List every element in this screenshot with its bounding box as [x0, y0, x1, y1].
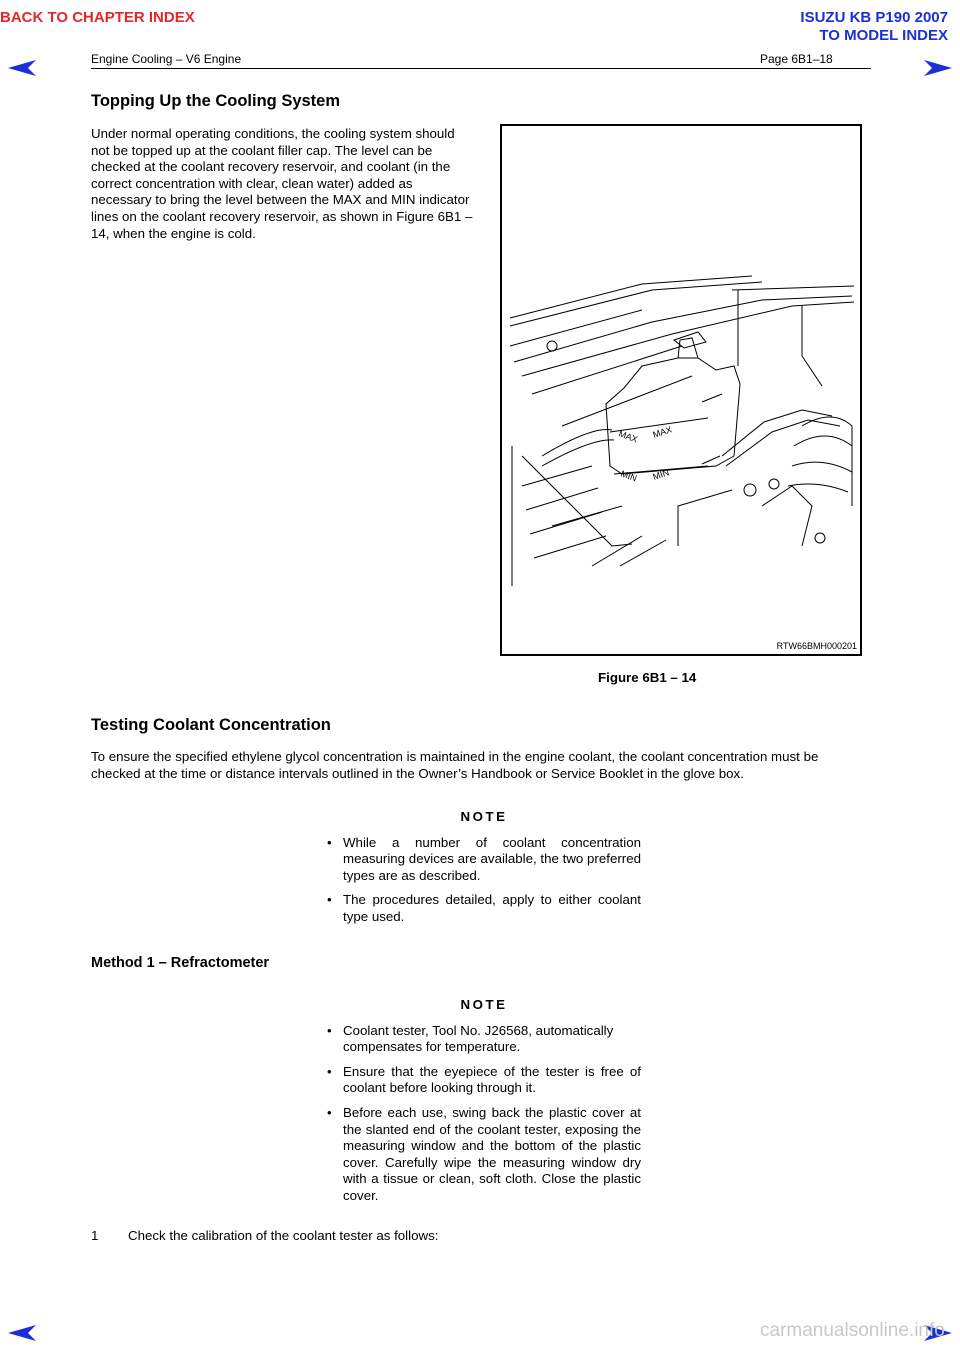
step-text: Check the calibration of the coolant tester as follows:	[128, 1228, 439, 1243]
header-page-number: Page 6B1–18	[760, 52, 833, 66]
note-item-text: The procedures detailed, apply to either coolant type used.	[343, 892, 641, 924]
note-item-text: Ensure that the eyepiece of the tester is free of coolant before looking through it.	[343, 1063, 641, 1096]
coolant-reservoir-illustration	[502, 126, 860, 654]
figure-label-max-2: MAX	[651, 424, 674, 440]
note-title: NOTE	[460, 997, 508, 1012]
bullet-icon: •	[327, 834, 332, 850]
figure-coolant-reservoir	[500, 124, 862, 656]
testing-concentration-paragraph: To ensure the specified ethylene glycol concentration is maintained in the engine coolant, the coolant concentration must be checked at the time or distance intervals outlined in the Owner’s Handbook or Service Booklet in the glove box.	[91, 749, 819, 781]
section-title-topping-up: Topping Up the Cooling System	[91, 92, 341, 110]
note-item	[327, 1064, 641, 1097]
figure-caption: Figure 6B1 – 14	[598, 670, 697, 685]
bullet-icon: •	[327, 1022, 332, 1038]
note-item	[327, 1023, 641, 1056]
topping-up-paragraph: Under normal operating conditions, the cooling system should not be topped up at the coolant filler cap. The level can be checked at the coolant recovery reservoir, and coolant (in the correct concentration with clear, clean water) added as necessary to bring the level between the MAX and MIN indicator lines on the coolant recovery reservoir, as shown in Figure 6B1 – 14, when the engine is cold.	[91, 126, 473, 241]
next-page-arrow-icon[interactable]	[924, 60, 952, 76]
model-link-line2[interactable]: TO MODEL INDEX	[819, 27, 948, 44]
model-link-line1[interactable]: ISUZU KB P190 2007	[800, 9, 948, 26]
note-item	[327, 892, 641, 925]
to-model-index-link[interactable]	[800, 9, 948, 45]
method-1-heading: Method 1 – Refractometer	[91, 955, 270, 971]
figure-label-max-1: MAX	[617, 428, 640, 445]
note-item-text: Coolant tester, Tool No. J26568, automatically compensates for temperature.	[343, 1022, 614, 1055]
note-item	[327, 1105, 641, 1205]
step-number: 1	[91, 1228, 99, 1243]
note-item-text: While a number of coolant concentration measuring devices are available, the two preferred types are as described.	[343, 834, 641, 883]
back-to-chapter-index-link[interactable]: BACK TO CHAPTER INDEX	[0, 9, 195, 26]
section-title-testing-concentration: Testing Coolant Concentration	[91, 716, 331, 734]
note-title: NOTE	[460, 809, 508, 824]
header-rule	[91, 68, 871, 69]
figure-label-min-1: MIN	[619, 468, 639, 484]
bullet-icon: •	[327, 892, 332, 908]
header-section-title: Engine Cooling – V6 Engine	[91, 52, 242, 66]
watermark: carmanualsonline.info	[760, 1320, 945, 1341]
note-item-text: Before each use, swing back the plastic cover at the slanted end of the coolant tester, exposing the measuring window and the bottom of the plastic cover. Carefully wipe the measuring window dry with a tissue or clean, soft cloth. Close the plastic cover.	[343, 1104, 641, 1203]
prev-page-arrow-icon[interactable]	[8, 60, 36, 76]
note-box-1	[327, 809, 641, 934]
note-item	[327, 835, 641, 885]
bullet-icon: •	[327, 1104, 332, 1120]
bullet-icon: •	[327, 1063, 332, 1079]
figure-code: RTW66BMH000201	[776, 641, 857, 651]
figure-label-min-2: MIN	[651, 467, 671, 482]
prev-page-arrow-bottom-icon[interactable]	[8, 1325, 36, 1341]
note-box-2	[327, 997, 641, 1213]
